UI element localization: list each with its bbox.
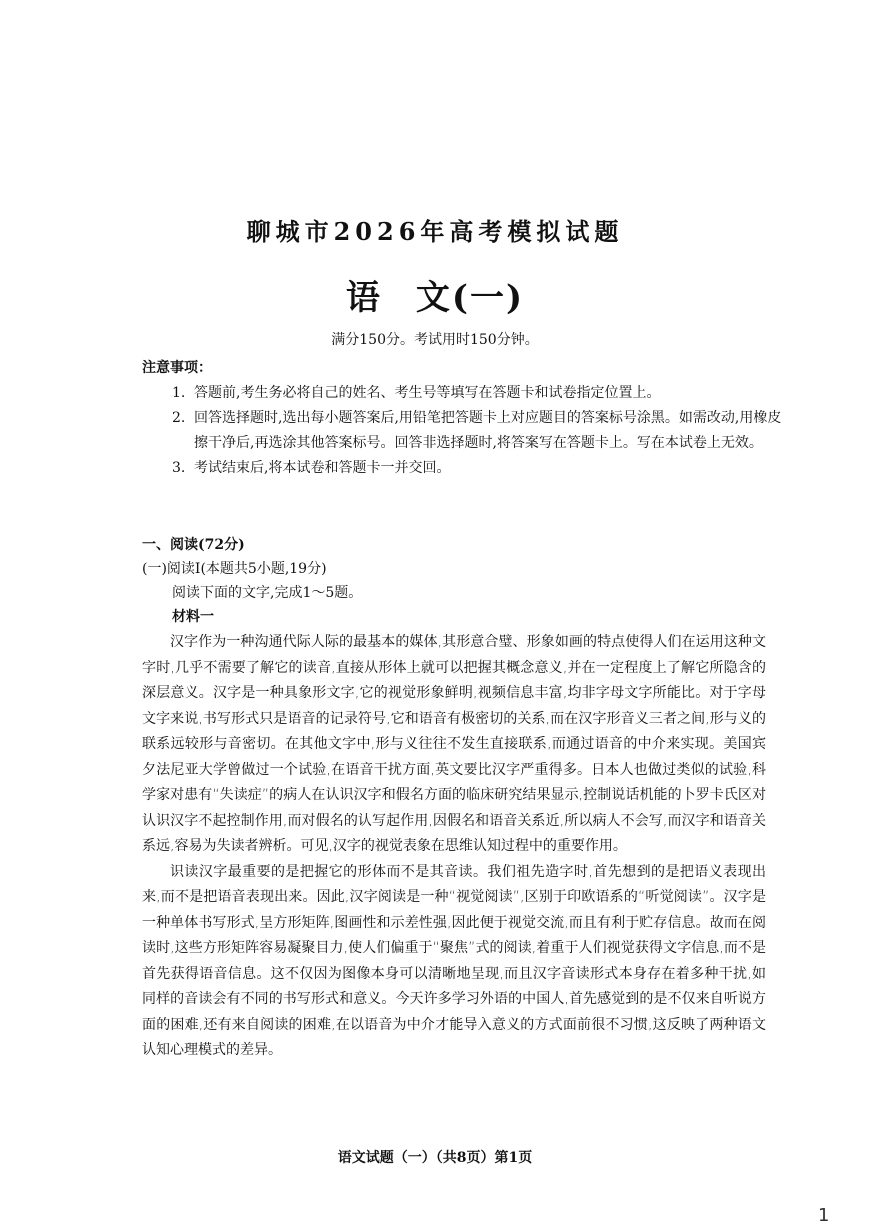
notice-item [142,406,782,456]
sub-section-title: (一)阅读Ⅰ(本题共5小题,19分) [142,561,327,577]
material-label: 材料一 [172,609,214,625]
notice-item [142,456,782,481]
notice-item-number: 3. [172,460,186,476]
subject-title [0,270,870,319]
page-footer: 语文试题（一）（共8页）第1页 [337,1150,533,1166]
notice-heading: 注意事项： [142,360,212,376]
notice-item-text: 考试结束后,将本试卷和答题卡一并交回。 [194,460,451,476]
subject-title-part1: 语 [345,278,382,318]
exam-info: 满分150分。考试用时150分钟。 [331,332,539,348]
page-corner-number: 1 [818,1205,830,1226]
subject-title-part2: 文(一) [415,278,525,318]
notice-block [142,356,782,481]
notice-item-text: 回答选择题时,选出每小题答案后,用铅笔把答题卡上对应题目的答案标号涂黑。如需改动,用橡皮擦干净后,再选涂其他答案标号。回答非选择题时,将答案写在答题卡上。写在本试卷上无效。 [194,410,782,451]
reading-section [142,533,772,629]
reading-material [142,630,766,1064]
notice-item-text: 答题前,考生务必将自己的姓名、考生号等填写在答题卡和试卷指定位置上。 [194,385,661,401]
exam-title: 聊城市2026年高考模拟试题 [246,217,624,246]
reading-instruction: 阅读下面的文字,完成1～5题。 [172,585,363,601]
article-paragraph: 汉字作为一种沟通代际人际的最基本的媒体,其形意合璧、形象如画的特点使得人们在运用这种文字时,几乎不需要了解它的读音,直接从形体上就可以把握其概念意义,并在一定程度上了解它所隐含的深层意义。汉字是一种具象形文字,它的视觉形象鲜明,视频信息丰富,均非字母文字所能比。对于字母文字来说,书写形式只是语音的记录符号,它和语音有极密切的关系,而在汉字形音义三者之间,形与义的联系远较形与音密切。在其他文字中,形与义往往不发生直接联系,而通过语音的中介来实现。美国宾夕法尼亚大学曾做过一个试验,在语音干扰方面,英文要比汉字严重得多。日本人也做过类似的试验,科学家对患有“失读症”的病人在认识汉字和假名方面的临床研究结果显示,控制说话机能的卜罗卡氏区对认识汉字不起控制作用,而对假名的认写起作用,因假名和语音关系近,所以病人不会写,而汉字和语音关系远,容易为失读者辨析。可见,汉字的视觉表象在思维认知过程中的重要作用。 [142,634,766,854]
article-paragraph: 识读汉字最重要的是把握它的形体而不是其音读。我们祖先造字时,首先想到的是把语义表现出来,而不是把语音表现出来。因此,汉字阅读是一种“视觉阅读”,区别于印欧语系的“听觉阅读”。汉字是一种单体书写形式,呈方形矩阵,图画性和示差性强,因此便于视觉交流,而且有利于贮存信息。故而在阅读时,这些方形矩阵容易凝聚目力,使人们偏重于“聚焦”式的阅读,着重于人们视觉获得文字信息,而不是首先获得语音信息。这不仅因为图像本身可以清晰地呈现,而且汉字音读形式本身存在着多种干扰,如同样的音读会有不同的书写形式和意义。今天许多学习外语的中国人,首先感觉到的是不仅来自听说方面的困难,还有来自阅读的困难,在以语音为中介才能导入意义的方式面前很不习惯,这反映了两种语文认知心理模式的差异。 [142,863,766,1058]
notice-item [142,381,782,406]
part-title: 一、阅读(72分) [142,537,245,553]
notice-item-number: 1. [172,385,186,401]
notice-item-number: 2. [172,410,186,426]
